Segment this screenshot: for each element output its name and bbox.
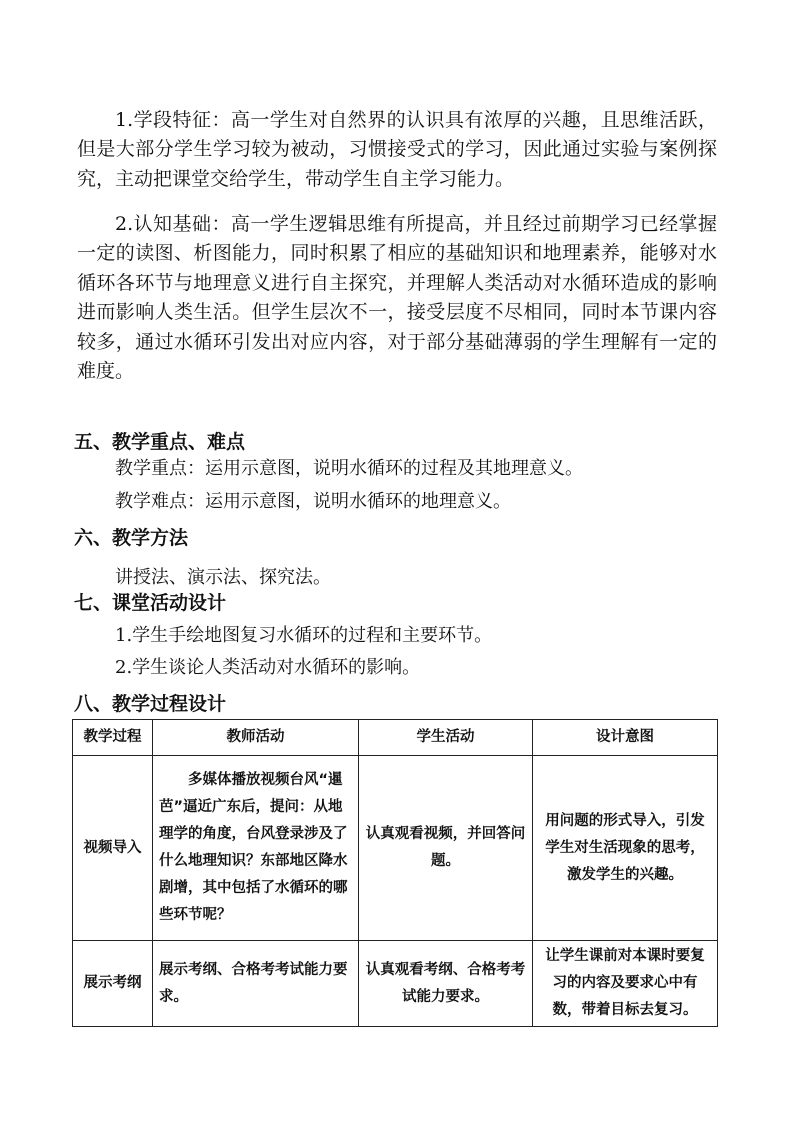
stage-cell: 视频导入 — [73, 756, 153, 941]
table-header-cell: 学生活动 — [359, 720, 533, 756]
section-heading-process-design: 八、教学过程设计 — [74, 693, 227, 715]
teacher-activity-cell: 展示考纲、合格考考试能力要求。 — [153, 941, 359, 1027]
paragraph-learning-stage: 1.学段特征：高一学生对自然界的认识具有浓厚的兴趣，且思维活跃，但是大部分学生学习较为被动，习惯接受式的学习，因此通过实验与案例探究，主动把课堂交给学生，带动学生自主学习能力。 — [77, 109, 717, 190]
teaching-methods-text: 讲授法、演示法、探究法。 — [115, 567, 331, 588]
paragraph-cognitive-basis: 2.认知基础：高一学生逻辑思维有所提高，并且经过前期学习已经掌握一定的读图、析图能力，同时积累了相应的基础知识和地理素养，能够对水循环各环节与地理意义进行自主探究，并理解人类活动对水循环造成的影响进而影响人类生活。但学生层次不一，接受层度不尽相同，同时本节课内容较多，通过水循环引发出对应内容，对于部分基础薄弱的学生理解有一定的难度。 — [77, 213, 717, 383]
key-point-text: 教学重点：运用示意图，说明水循环的过程及其地理意义。 — [115, 458, 583, 479]
teacher-activity-cell: 多媒体播放视频台风“暹芭”逼近广东后，提问：从地理学的角度，台风登录涉及了什么地理知识？东部地区降水剧增，其中包括了水循环的哪些环节呢？ — [153, 756, 359, 941]
section-heading-activity-design: 七、课堂活动设计 — [74, 592, 227, 614]
stage-cell: 展示考纲 — [73, 941, 153, 1027]
table-header-row — [73, 720, 718, 756]
design-intent-cell: 让学生课前对本课时要复习的内容及要求心中有数，带着目标去复习。 — [533, 941, 718, 1027]
table-header-cell: 设计意图 — [533, 720, 718, 756]
difficult-point-text: 教学难点：运用示意图，说明水循环的地理意义。 — [115, 491, 511, 512]
section-heading-key-difficult-points: 五、教学重点、难点 — [74, 431, 246, 453]
table-row — [73, 941, 718, 1027]
activity-item: 2.学生谈论人类活动对水循环的影响。 — [115, 657, 421, 678]
design-intent-cell: 用问题的形式导入，引发学生对生活现象的思考，激发学生的兴趣。 — [533, 756, 718, 941]
table-row — [73, 756, 718, 941]
student-activity-cell: 认真观看考纲、合格考考试能力要求。 — [359, 941, 533, 1027]
table-header-cell: 教学过程 — [73, 720, 153, 756]
table-header-cell: 教师活动 — [153, 720, 359, 756]
student-activity-cell: 认真观看视频，并回答问题。 — [359, 756, 533, 941]
teaching-process-table — [72, 719, 718, 1027]
activity-item: 1.学生手绘地图复习水循环的过程和主要环节。 — [115, 625, 493, 646]
section-heading-teaching-methods: 六、教学方法 — [74, 527, 189, 549]
